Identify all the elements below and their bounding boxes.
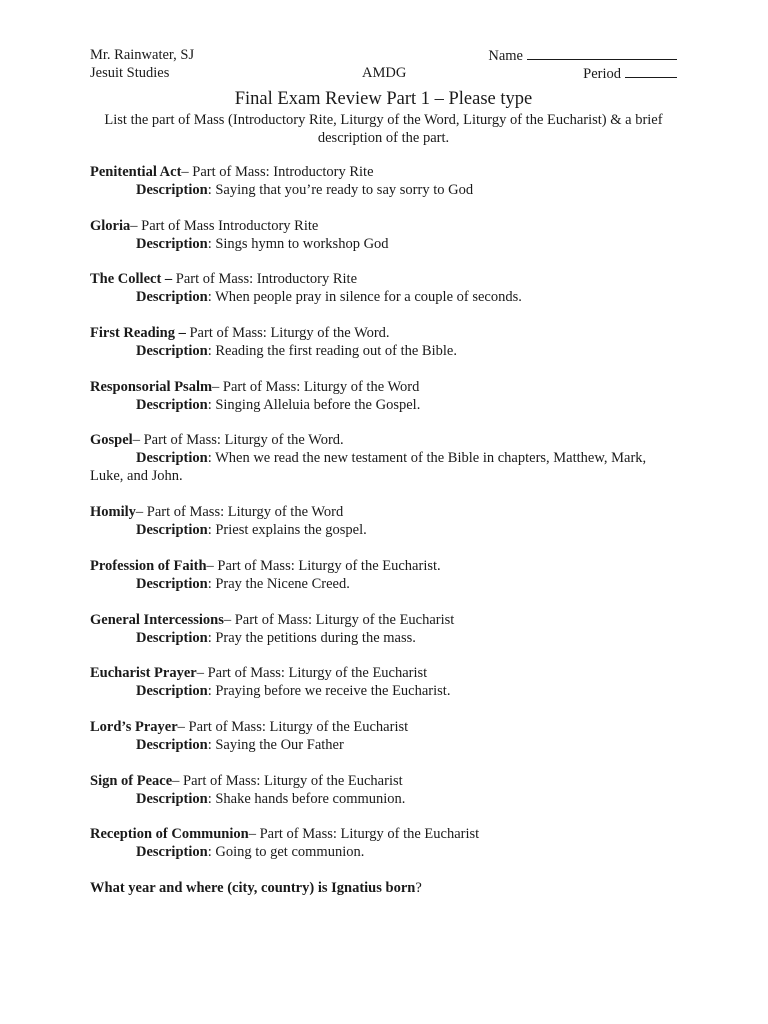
entry-part: – Part of Mass: Introductory Rite (181, 164, 374, 180)
description-text: : Reading the first reading out of the Bible. (207, 343, 457, 360)
header-row-1 (90, 46, 677, 64)
entry-term: Gloria (90, 217, 131, 234)
instructions: List the part of Mass (Introductory Rite, Liturgy of the Word, Liturgy of the Eucharist) & a brief description of the part. (104, 112, 663, 146)
entry-term: Eucharist Prayer (90, 665, 197, 682)
description-text: : Praying before we receive the Eucharist. (207, 683, 451, 700)
description-label: Description (136, 522, 208, 539)
description-text: : Pray the Nicene Creed. (207, 575, 350, 592)
period-label: Period (583, 66, 621, 82)
entry-heading (90, 163, 677, 181)
entry-term: Profession of Faith (90, 557, 207, 574)
entry-description (90, 521, 677, 539)
entry-list (90, 163, 677, 879)
description-text: : Priest explains the gospel. (207, 522, 367, 539)
entry-item (90, 270, 677, 324)
entry-item (90, 825, 677, 879)
entry-item (90, 611, 677, 665)
entry-term: Homily (90, 504, 136, 521)
entry-part: – Part of Mass: Liturgy of the Word (212, 378, 420, 395)
entry-item (90, 664, 677, 718)
entry-item (90, 772, 677, 826)
entry-term: The Collect – (90, 271, 173, 288)
entry-description (90, 235, 677, 253)
entry-part: – Part of Mass: Liturgy of the Eucharist (177, 718, 409, 735)
entry-part: – Part of Mass: Liturgy of the Eucharist (172, 772, 403, 789)
entry-description (90, 843, 677, 861)
entry-heading (90, 772, 677, 790)
entry-term: Sign of Peace (90, 772, 173, 789)
description-label: Description (136, 683, 208, 700)
entry-heading (90, 718, 677, 736)
teacher-name: Mr. Rainwater, SJ (90, 47, 195, 63)
entry-heading (90, 503, 677, 521)
question-text: What year and where (city, country) is Ignatius born (90, 879, 416, 896)
entry-description (90, 396, 677, 414)
entry-term: General Intercessions (90, 611, 224, 628)
entry-item (90, 503, 677, 557)
entry-part: – Part of Mass: Liturgy of the Word. (132, 432, 344, 449)
entry-item (90, 431, 677, 503)
motto: AMDG (362, 65, 407, 81)
entry-description (90, 288, 677, 306)
entry-term: Lord’s Prayer (90, 718, 178, 735)
page-title: Final Exam Review Part 1 – Please type (234, 89, 533, 109)
name-field[interactable] (488, 46, 677, 65)
entry-item (90, 324, 677, 378)
entry-item (90, 163, 677, 217)
entry-part: – Part of Mass: Liturgy of the Eucharist. (206, 557, 441, 574)
description-text: : Going to get communion. (207, 844, 365, 861)
entry-heading (90, 431, 677, 449)
entry-heading (90, 324, 677, 342)
name-label: Name (488, 48, 523, 64)
entry-heading (90, 378, 677, 396)
description-text: : Shake hands before communion. (207, 790, 406, 807)
entry-part: – Part of Mass: Liturgy of the Eucharist (223, 611, 455, 628)
question-mark: ? (415, 879, 422, 896)
name-blank[interactable] (527, 46, 677, 60)
entry-part: – Part of Mass: Liturgy of the Eucharist (248, 826, 480, 843)
entry-term: Reception of Communion (90, 826, 249, 843)
entry-heading (90, 557, 677, 575)
description-label: Description (136, 844, 208, 861)
entry-term: First Reading – (90, 325, 186, 342)
entry-term: Penitential Act (90, 164, 182, 180)
description-label: Description (136, 235, 208, 252)
description-label: Description (136, 575, 208, 592)
entry-description (90, 682, 677, 700)
entry-heading (90, 825, 677, 843)
entry-description (90, 790, 677, 808)
entry-item (90, 718, 677, 772)
entry-description (90, 736, 677, 754)
entry-description (90, 449, 677, 485)
entry-term: Responsorial Psalm (90, 378, 213, 395)
course-name: Jesuit Studies (90, 65, 170, 81)
entry-part: – Part of Mass: Liturgy of the Eucharist (196, 665, 428, 682)
description-label: Description (136, 736, 208, 753)
entry-item (90, 557, 677, 611)
entry-part: – Part of Mass Introductory Rite (130, 217, 319, 234)
description-text: : Sings hymn to workshop God (207, 235, 389, 252)
description-label: Description (136, 182, 208, 198)
entry-item (90, 217, 677, 271)
period-field[interactable] (583, 64, 677, 83)
description-text: : Singing Alleluia before the Gospel. (207, 396, 421, 413)
period-blank[interactable] (625, 64, 677, 78)
entry-heading (90, 664, 677, 682)
description-label: Description (136, 289, 208, 306)
description-label: Description (136, 629, 208, 646)
header-row-2 (90, 64, 677, 82)
description-label: Description (136, 343, 208, 360)
description-label: Description (136, 396, 208, 413)
description-text: : Saying that you’re ready to say sorry to God (207, 182, 474, 198)
description-text: : When we read the new testament of the Bible in chapters, Matthew, Mark, Luke, and John. (90, 450, 647, 485)
entry-term: Gospel (90, 432, 133, 449)
entry-part: Part of Mass: Introductory Rite (172, 271, 358, 288)
description-text: : Pray the petitions during the mass. (207, 629, 416, 646)
description-label: Description (136, 790, 208, 807)
description-label: Description (136, 450, 208, 467)
entry-description (90, 575, 677, 593)
entry-heading (90, 217, 677, 235)
review-question (90, 879, 677, 897)
entry-description (90, 342, 677, 360)
entry-part: Part of Mass: Liturgy of the Word. (185, 325, 390, 342)
description-text: : When people pray in silence for a couple of seconds. (207, 289, 522, 306)
description-text: : Saying the Our Father (207, 736, 344, 753)
entry-heading (90, 611, 677, 629)
entry-description (90, 629, 677, 647)
entry-heading (90, 270, 677, 288)
entry-part: – Part of Mass: Liturgy of the Word (135, 504, 344, 521)
worksheet-page (90, 46, 677, 897)
entry-description (90, 181, 677, 199)
entry-item (90, 378, 677, 432)
